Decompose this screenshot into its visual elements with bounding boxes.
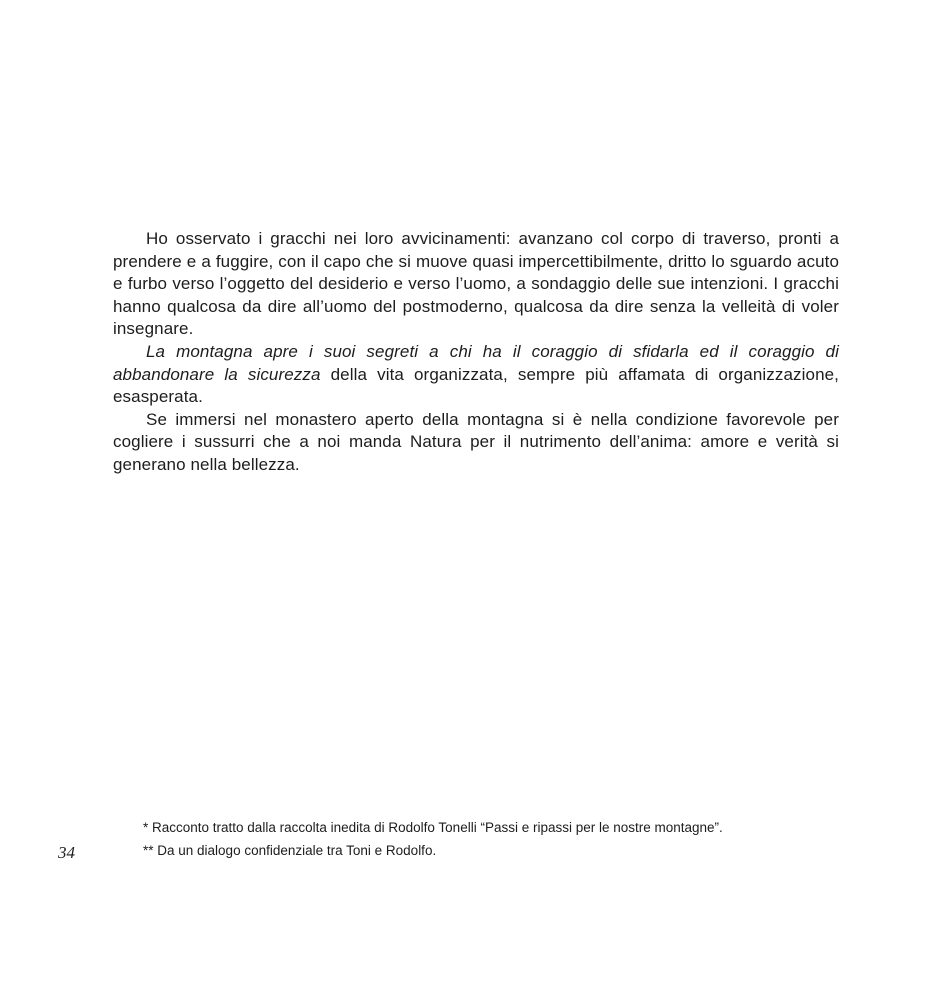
page-number: 34 xyxy=(58,843,75,862)
paragraph xyxy=(113,228,839,341)
footnote: ** Da un dialogo confidenziale tra Toni e Rodolfo. xyxy=(143,843,437,858)
footnote: * Racconto tratto dalla raccolta inedita di Rodolfo Tonelli “Passi e ripassi per le nostre montagne”. xyxy=(143,820,723,835)
paragraph xyxy=(113,341,839,409)
body-text xyxy=(113,228,839,477)
paragraph-segment: Ho osservato i gracchi nei loro avvicinamenti: avanzano col corpo di traverso, pronti a prendere e a fuggire, con il capo che si muove quasi impercettibilmente, dritto lo sguardo acuto e furbo verso l’oggetto del desiderio e verso l’uomo, a sondaggio delle sue intenzioni. I gracchi hanno qualcosa da dire all’uomo del postmoderno, qualcosa da dire senza la velleità di voler insegnare. xyxy=(113,229,839,339)
paragraph-segment: La montagna apre i suoi segreti a chi ha il coraggio di sfidarla ed il coraggio di abbandonare la sicurezza xyxy=(113,341,839,384)
paragraph-segment: della vita organizzata, sempre più affamata di organizzazione, esasperata. xyxy=(113,364,840,407)
paragraph xyxy=(113,409,839,477)
footnotes xyxy=(143,816,843,862)
paragraph-segment: Se immersi nel monastero aperto della montagna si è nella condizione favorevole per cogliere i sussurri che a noi manda Natura per il nutrimento dell’anima: amore e verità si generano nella bellezza. xyxy=(113,409,839,474)
